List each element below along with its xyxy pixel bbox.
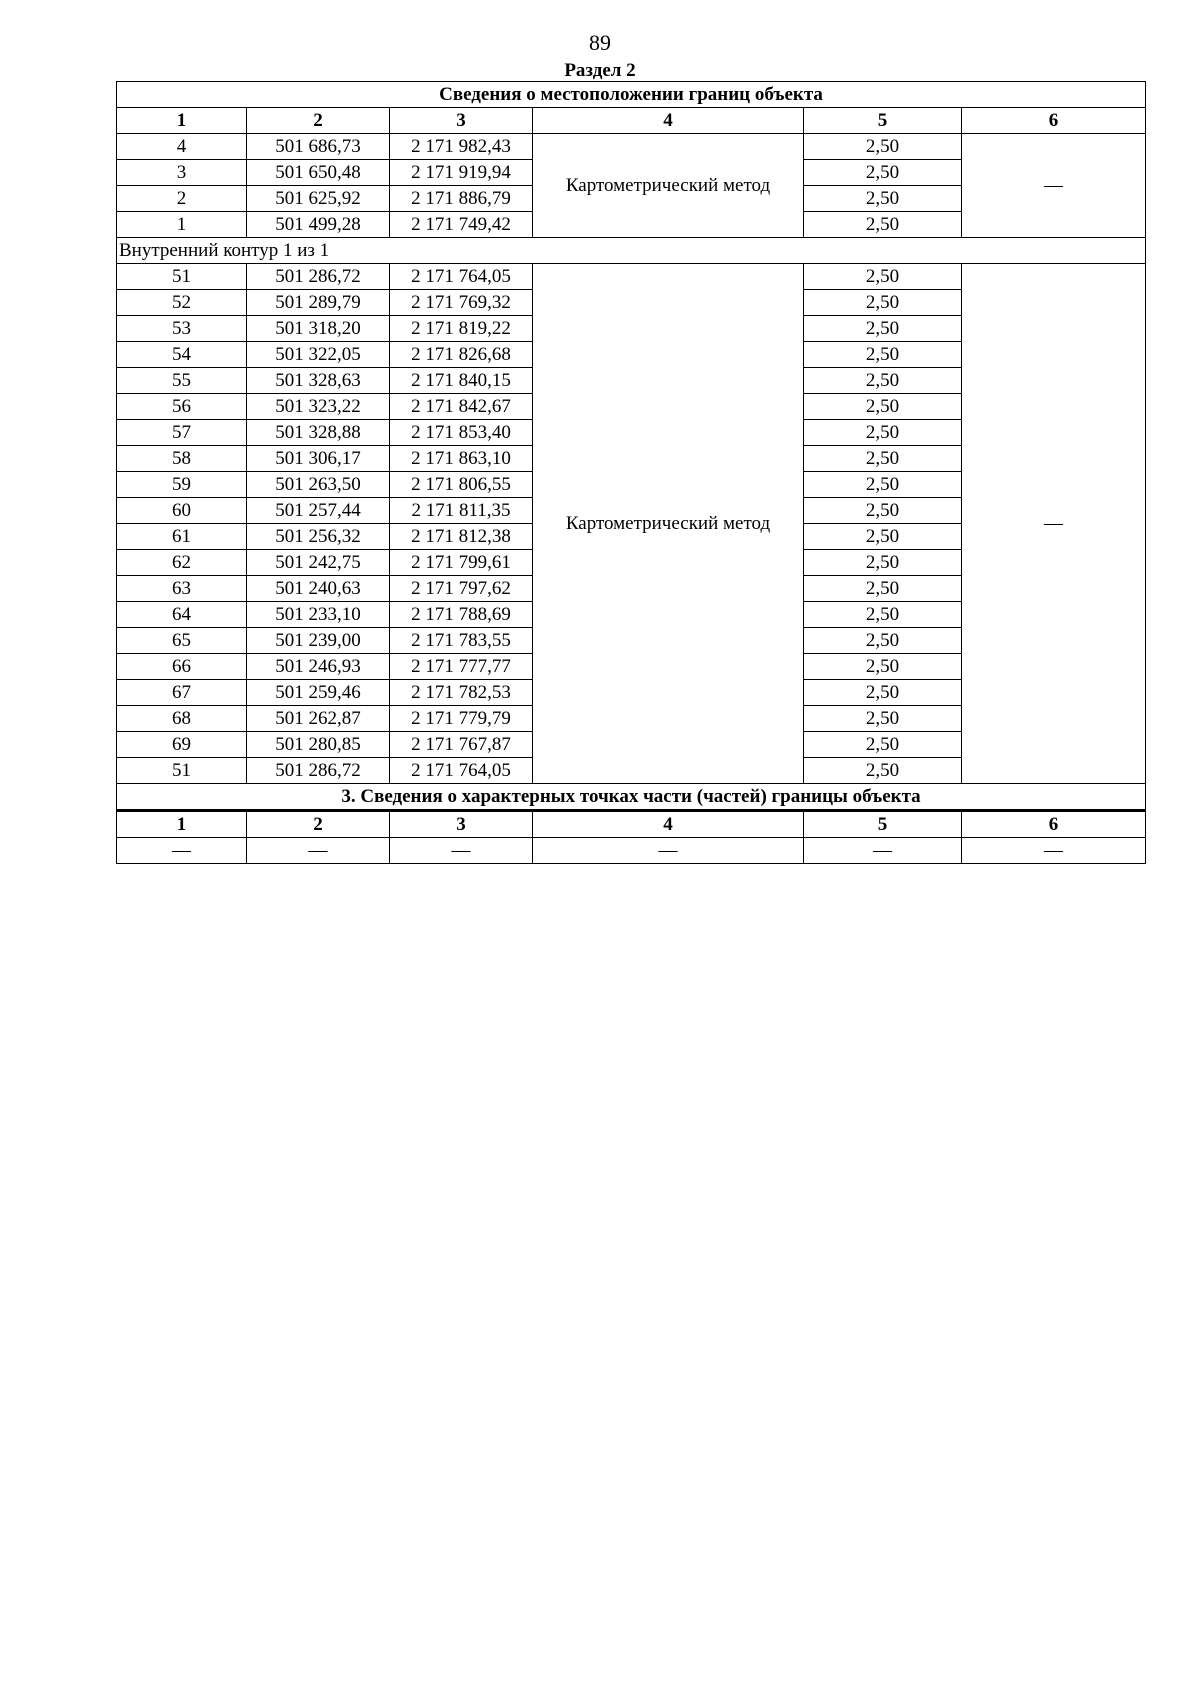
coordinate-y: 2 171 982,43 — [390, 134, 533, 160]
accuracy-value: 2,50 — [804, 368, 962, 394]
coordinate-x: 501 318,20 — [247, 316, 390, 342]
point-number: 65 — [117, 628, 247, 654]
point-number: 56 — [117, 394, 247, 420]
point-number: 62 — [117, 550, 247, 576]
accuracy-value: 2,50 — [804, 160, 962, 186]
coordinate-x: 501 686,73 — [247, 134, 390, 160]
coordinate-y: 2 171 769,32 — [390, 290, 533, 316]
point-number: 1 — [117, 212, 247, 238]
column-header: 3 — [390, 108, 533, 134]
point-number: 59 — [117, 472, 247, 498]
point-number: 51 — [117, 264, 247, 290]
contour-label: Внутренний контур 1 из 1 — [117, 238, 1146, 264]
accuracy-value: 2,50 — [804, 472, 962, 498]
coordinate-x: 501 259,46 — [247, 680, 390, 706]
column-header: 2 — [247, 108, 390, 134]
accuracy-value: 2,50 — [804, 446, 962, 472]
accuracy-value: 2,50 — [804, 602, 962, 628]
coordinate-x: 501 286,72 — [247, 264, 390, 290]
coordinate-x: 501 328,88 — [247, 420, 390, 446]
coordinate-x: 501 262,87 — [247, 706, 390, 732]
table-cell: — — [117, 838, 247, 864]
point-number: 67 — [117, 680, 247, 706]
coordinate-x: 501 328,63 — [247, 368, 390, 394]
point-row — [117, 134, 1146, 160]
accuracy-value: 2,50 — [804, 420, 962, 446]
point-number: 58 — [117, 446, 247, 472]
point-number: 63 — [117, 576, 247, 602]
column-header: 5 — [804, 811, 962, 838]
column-header: 6 — [962, 108, 1146, 134]
coordinate-x: 501 239,00 — [247, 628, 390, 654]
column-header: 2 — [247, 811, 390, 838]
coordinate-x: 501 499,28 — [247, 212, 390, 238]
coordinate-y: 2 171 919,94 — [390, 160, 533, 186]
column-header: 5 — [804, 108, 962, 134]
table-cell: — — [247, 838, 390, 864]
column-header: 1 — [117, 811, 247, 838]
point-number: 55 — [117, 368, 247, 394]
accuracy-value: 2,50 — [804, 680, 962, 706]
coordinate-y: 2 171 782,53 — [390, 680, 533, 706]
coordinate-y: 2 171 812,38 — [390, 524, 533, 550]
point-row — [117, 264, 1146, 290]
point-number: 57 — [117, 420, 247, 446]
coordinate-y: 2 171 764,05 — [390, 758, 533, 784]
accuracy-value: 2,50 — [804, 316, 962, 342]
point-number: 53 — [117, 316, 247, 342]
coordinate-x: 501 322,05 — [247, 342, 390, 368]
accuracy-value: 2,50 — [804, 524, 962, 550]
section3-header-row — [117, 811, 1146, 838]
column-header: 4 — [533, 108, 804, 134]
coordinate-x: 501 625,92 — [247, 186, 390, 212]
coordinate-y: 2 171 779,79 — [390, 706, 533, 732]
point-number: 64 — [117, 602, 247, 628]
coordinate-y: 2 171 886,79 — [390, 186, 533, 212]
accuracy-value: 2,50 — [804, 654, 962, 680]
column-header: 4 — [533, 811, 804, 838]
accuracy-value: 2,50 — [804, 732, 962, 758]
point-number: 52 — [117, 290, 247, 316]
point-number: 3 — [117, 160, 247, 186]
accuracy-value: 2,50 — [804, 290, 962, 316]
coordinate-x: 501 257,44 — [247, 498, 390, 524]
table-cell: — — [804, 838, 962, 864]
point-number: 51 — [117, 758, 247, 784]
accuracy-value: 2,50 — [804, 212, 962, 238]
table-cell: — — [962, 838, 1146, 864]
column-header-row — [117, 108, 1146, 134]
column-header: 1 — [117, 108, 247, 134]
coordinate-y: 2 171 767,87 — [390, 732, 533, 758]
point-number: 61 — [117, 524, 247, 550]
table-title: Сведения о местоположении границ объекта — [117, 82, 1146, 108]
table-cell: — — [390, 838, 533, 864]
coordinate-y: 2 171 819,22 — [390, 316, 533, 342]
coordinate-y: 2 171 799,61 — [390, 550, 533, 576]
accuracy-value: 2,50 — [804, 758, 962, 784]
coordinate-x: 501 280,85 — [247, 732, 390, 758]
coordinate-x: 501 242,75 — [247, 550, 390, 576]
method-cell: Картометрический метод — [533, 134, 804, 238]
coordinate-y: 2 171 806,55 — [390, 472, 533, 498]
coordinate-y: 2 171 797,62 — [390, 576, 533, 602]
accuracy-value: 2,50 — [804, 576, 962, 602]
section3-title: 3. Сведения о характерных точках части (частей) границы объекта — [117, 784, 1146, 811]
accuracy-value: 2,50 — [804, 498, 962, 524]
point-number: 2 — [117, 186, 247, 212]
accuracy-value: 2,50 — [804, 550, 962, 576]
point-number: 60 — [117, 498, 247, 524]
table-cell: — — [533, 838, 804, 864]
coordinate-x: 501 233,10 — [247, 602, 390, 628]
point-number: 4 — [117, 134, 247, 160]
coordinate-y: 2 171 853,40 — [390, 420, 533, 446]
coordinate-y: 2 171 863,10 — [390, 446, 533, 472]
coordinate-y: 2 171 783,55 — [390, 628, 533, 654]
column-header: 3 — [390, 811, 533, 838]
coordinate-x: 501 289,79 — [247, 290, 390, 316]
coordinate-x: 501 323,22 — [247, 394, 390, 420]
point-number: 54 — [117, 342, 247, 368]
coordinate-x: 501 650,48 — [247, 160, 390, 186]
boundary-table — [116, 81, 1146, 864]
coordinate-y: 2 171 811,35 — [390, 498, 533, 524]
coordinate-x: 501 240,63 — [247, 576, 390, 602]
coordinate-x: 501 256,32 — [247, 524, 390, 550]
page-number: 89 — [589, 30, 611, 55]
accuracy-value: 2,50 — [804, 134, 962, 160]
column6-cell: — — [962, 264, 1146, 784]
coordinate-y: 2 171 840,15 — [390, 368, 533, 394]
accuracy-value: 2,50 — [804, 186, 962, 212]
coordinate-x: 501 263,50 — [247, 472, 390, 498]
column6-cell: — — [962, 134, 1146, 238]
method-cell: Картометрический метод — [533, 264, 804, 784]
coordinate-y: 2 171 764,05 — [390, 264, 533, 290]
coordinate-y: 2 171 788,69 — [390, 602, 533, 628]
point-number: 66 — [117, 654, 247, 680]
column-header: 6 — [962, 811, 1146, 838]
point-number: 69 — [117, 732, 247, 758]
accuracy-value: 2,50 — [804, 394, 962, 420]
coordinate-y: 2 171 826,68 — [390, 342, 533, 368]
accuracy-value: 2,50 — [804, 706, 962, 732]
coordinate-y: 2 171 777,77 — [390, 654, 533, 680]
coordinate-x: 501 246,93 — [247, 654, 390, 680]
coordinate-y: 2 171 749,42 — [390, 212, 533, 238]
section3-row — [117, 838, 1146, 864]
accuracy-value: 2,50 — [804, 264, 962, 290]
accuracy-value: 2,50 — [804, 628, 962, 654]
section-title: Раздел 2 — [564, 60, 636, 81]
coordinate-x: 501 286,72 — [247, 758, 390, 784]
coordinate-y: 2 171 842,67 — [390, 394, 533, 420]
accuracy-value: 2,50 — [804, 342, 962, 368]
point-number: 68 — [117, 706, 247, 732]
coordinate-x: 501 306,17 — [247, 446, 390, 472]
